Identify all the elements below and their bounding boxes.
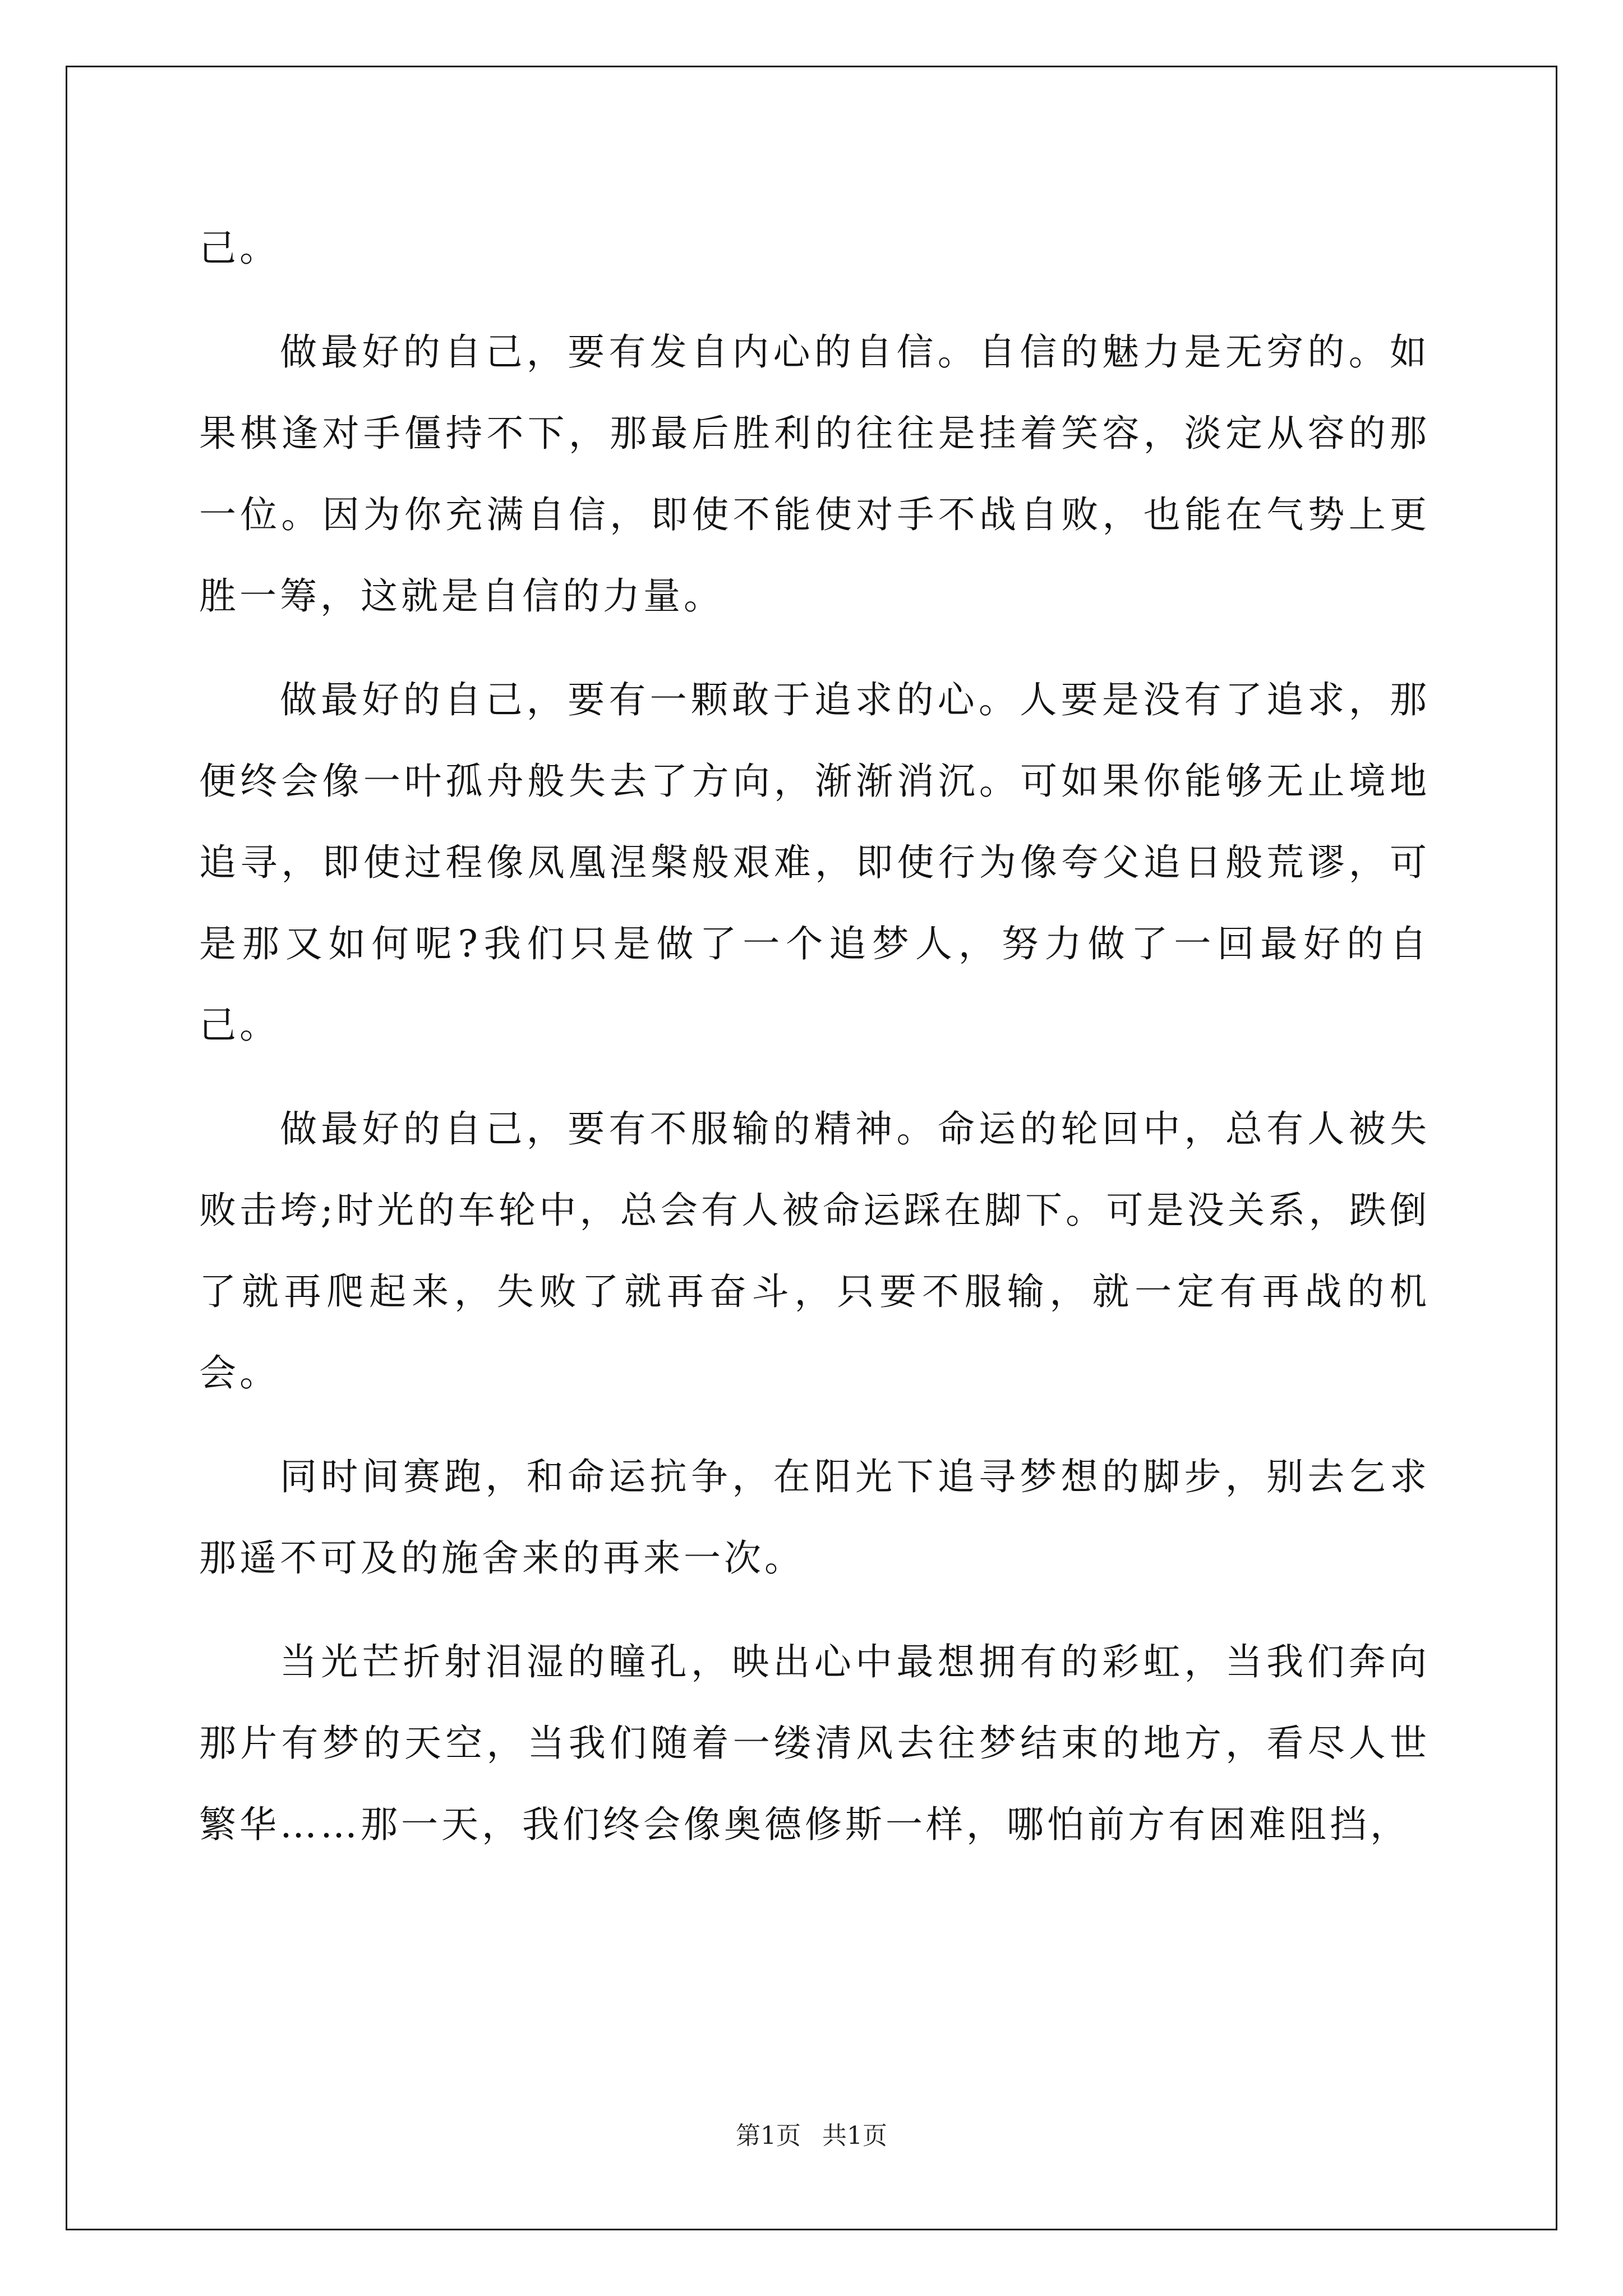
paragraph-confidence: 做最好的自己，要有发自内心的自信。自信的魅力是无穷的。如果棋逢对手僵持不下，那最后胜利的往往是挂着笑容，淡定从容的那一位。因为你充满自信，即使不能使对手不战自败，也能在气势上更胜一筹，这就是自信的力量。 — [199, 330, 1430, 618]
paragraph-never-give-up: 做最好的自己，要有不服输的精神。命运的轮回中，总有人被失败击垮;时光的车轮中，总会有人被命运踩在脚下。可是没关系，跌倒了就再爬起来，失败了就再奋斗，只要不服输，就一定有再战的机会。 — [199, 1107, 1430, 1395]
document-body — [199, 208, 1430, 1888]
paragraph-pursuit: 做最好的自己，要有一颗敢于追求的心。人要是没有了追求，那便终会像一叶孤舟般失去了方向，渐渐消沉。可如果你能够无止境地追寻，即使过程像凤凰涅槃般艰难，即使行为像夸父追日般荒谬，可是那又如何呢?我们只是做了一个追梦人，努力做了一回最好的自己。 — [199, 678, 1430, 1047]
paragraph-continuation: 己。 — [199, 227, 280, 270]
paragraph-race-time: 同时间赛跑，和命运抗争，在阳光下追寻梦想的脚步，别去乞求那遥不可及的施舍来的再来一次。 — [199, 1455, 1430, 1580]
page-number-total: 共1页 — [822, 2122, 887, 2150]
page-number-current: 第1页 — [736, 2122, 801, 2150]
paragraph-dream-sky: 当光芒折射泪湿的瞳孔，映出心中最想拥有的彩虹，当我们奔向那片有梦的天空，当我们随着一缕清风去往梦结束的地方，看尽人世繁华……那一天，我们终会像奥德修斯一样，哪怕前方有困难阻挡， — [199, 1640, 1430, 1846]
page-footer — [0, 2119, 1623, 2153]
